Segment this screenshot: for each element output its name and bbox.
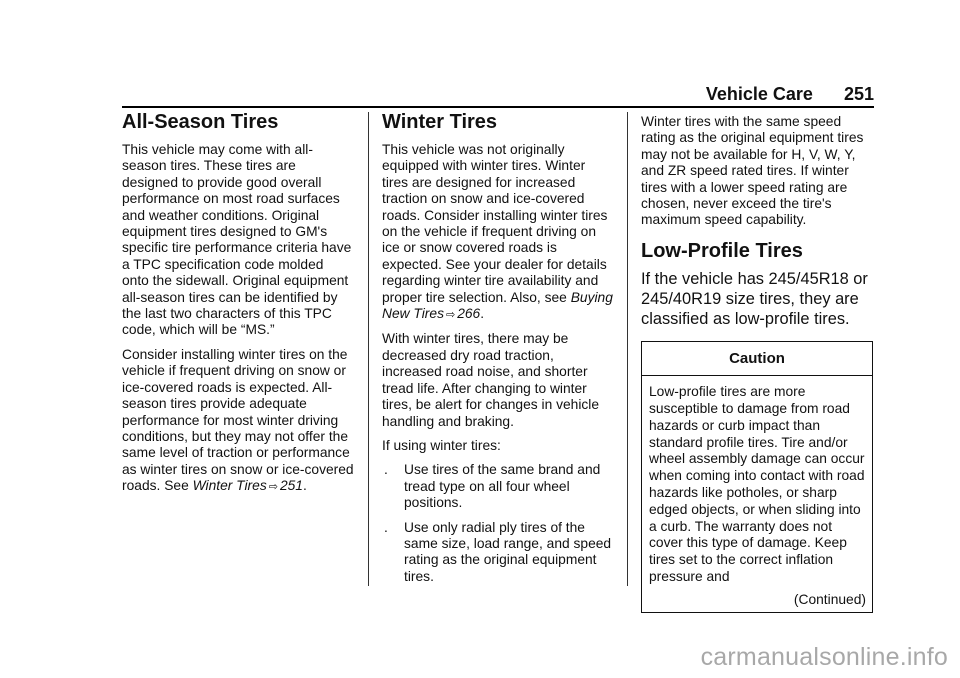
caution-body: Low-profile tires are more susceptible to damage from road hazards or curb impact than standard profile tires. Tire and/or wheel assembly damage can occur when coming into contact with road hazards like potholes, or sharp edged objects, or when sliding into a curb. The warranty does not cover this type of damage. Keep tires set to the correct inflation pressure and	[649, 384, 865, 585]
list-item-text: Use only radial ply tires of the same size, load range, and speed rating as the original equipment tires.	[404, 519, 612, 584]
winter-bullet-list	[382, 462, 614, 585]
column-2	[382, 112, 614, 593]
winter-para-2: With winter tires, there may be decreased dry road traction, increased road noise, and shorter tread life. After changing to winter tires, be alert for changes in vehicle handling and braking.	[382, 331, 600, 429]
winter-para-3: If using winter tires:	[382, 437, 501, 453]
list-item-text: Use tires of the same brand and tread type on all four wheel positions.	[404, 462, 601, 511]
column-divider	[627, 112, 628, 586]
xref-title[interactable]: Winter Tires	[192, 478, 267, 494]
page-number: 251	[843, 84, 874, 104]
page-header	[122, 80, 874, 108]
xref-suffix: .	[480, 306, 485, 322]
watermark: carmanualsonline.info	[700, 643, 948, 671]
all-season-heading: All-Season Tires	[122, 111, 279, 133]
xref-page[interactable]: 251	[279, 478, 303, 494]
list-item	[382, 520, 614, 586]
caution-box	[641, 341, 873, 613]
column-divider	[368, 112, 369, 586]
winter-para-1-text: This vehicle was not originally equipped with winter tires. Winter tires are designed for increased traction on snow and ice-covered roads. Consider installing winter tires on the vehicle if frequent driving on ice or snow covered roads is expected. See your dealer for details regarding winter tire availability and proper tire selection.	[382, 142, 608, 305]
bullet-marker: .	[384, 462, 388, 478]
running-header	[706, 84, 874, 105]
xref-page[interactable]: 266	[457, 306, 481, 322]
xref-title[interactable]: Buying New Tires	[382, 289, 613, 322]
list-item	[382, 462, 614, 511]
winter-continued-para: Winter tires with the same speed rating as the original equipment tires may not be available for H, V, W, Y, and ZR speed rated tires. If winter tires with a lower speed rating are chosen, never exceed the tire's maximum speed capability.	[641, 114, 864, 228]
xref-prefix: Also, see	[510, 289, 567, 305]
low-profile-heading: Low-Profile Tires	[641, 239, 803, 262]
continued-label: (Continued)	[793, 591, 866, 607]
cross-reference-arrow-icon: ⇨	[445, 309, 456, 322]
xref-suffix: .	[302, 478, 307, 494]
winter-tires-xref[interactable]	[164, 478, 307, 493]
bullet-marker: .	[384, 519, 388, 535]
xref-prefix: See	[164, 478, 189, 494]
column-3	[641, 114, 877, 613]
cross-reference-arrow-icon: ⇨	[268, 481, 278, 494]
all-season-para-2	[122, 347, 354, 496]
winter-para-1	[382, 142, 614, 323]
all-season-para-1: This vehicle may come with all-season tires. These tires are designed to provide good overall performance on most road surfaces and weather conditions. Original equipment tires designed to GM's specific tire performance criteria have a TPC specification code molded onto the sidewall. Original equipment all-season tires can be identified by the last two characters of this TPC code, which will be “MS.”	[122, 142, 352, 338]
column-1	[122, 112, 354, 504]
section-title: Vehicle Care	[705, 84, 813, 104]
all-season-para-2-text: Consider installing winter tires on the vehicle if frequent driving on snow or ice-covered roads is expected. All-season tires provide adequate performance for most winter driving conditions, but they may not offer the same level of traction or performance as winter tires on snow or ice-covered roads.	[122, 346, 354, 494]
caution-title: Caution	[642, 342, 872, 376]
header-rule	[122, 106, 874, 108]
winter-heading: Winter Tires	[382, 111, 498, 133]
low-profile-lead: If the vehicle has 245/45R18 or 245/40R19 size tires, they are classified as low-profile tires.	[641, 269, 868, 328]
